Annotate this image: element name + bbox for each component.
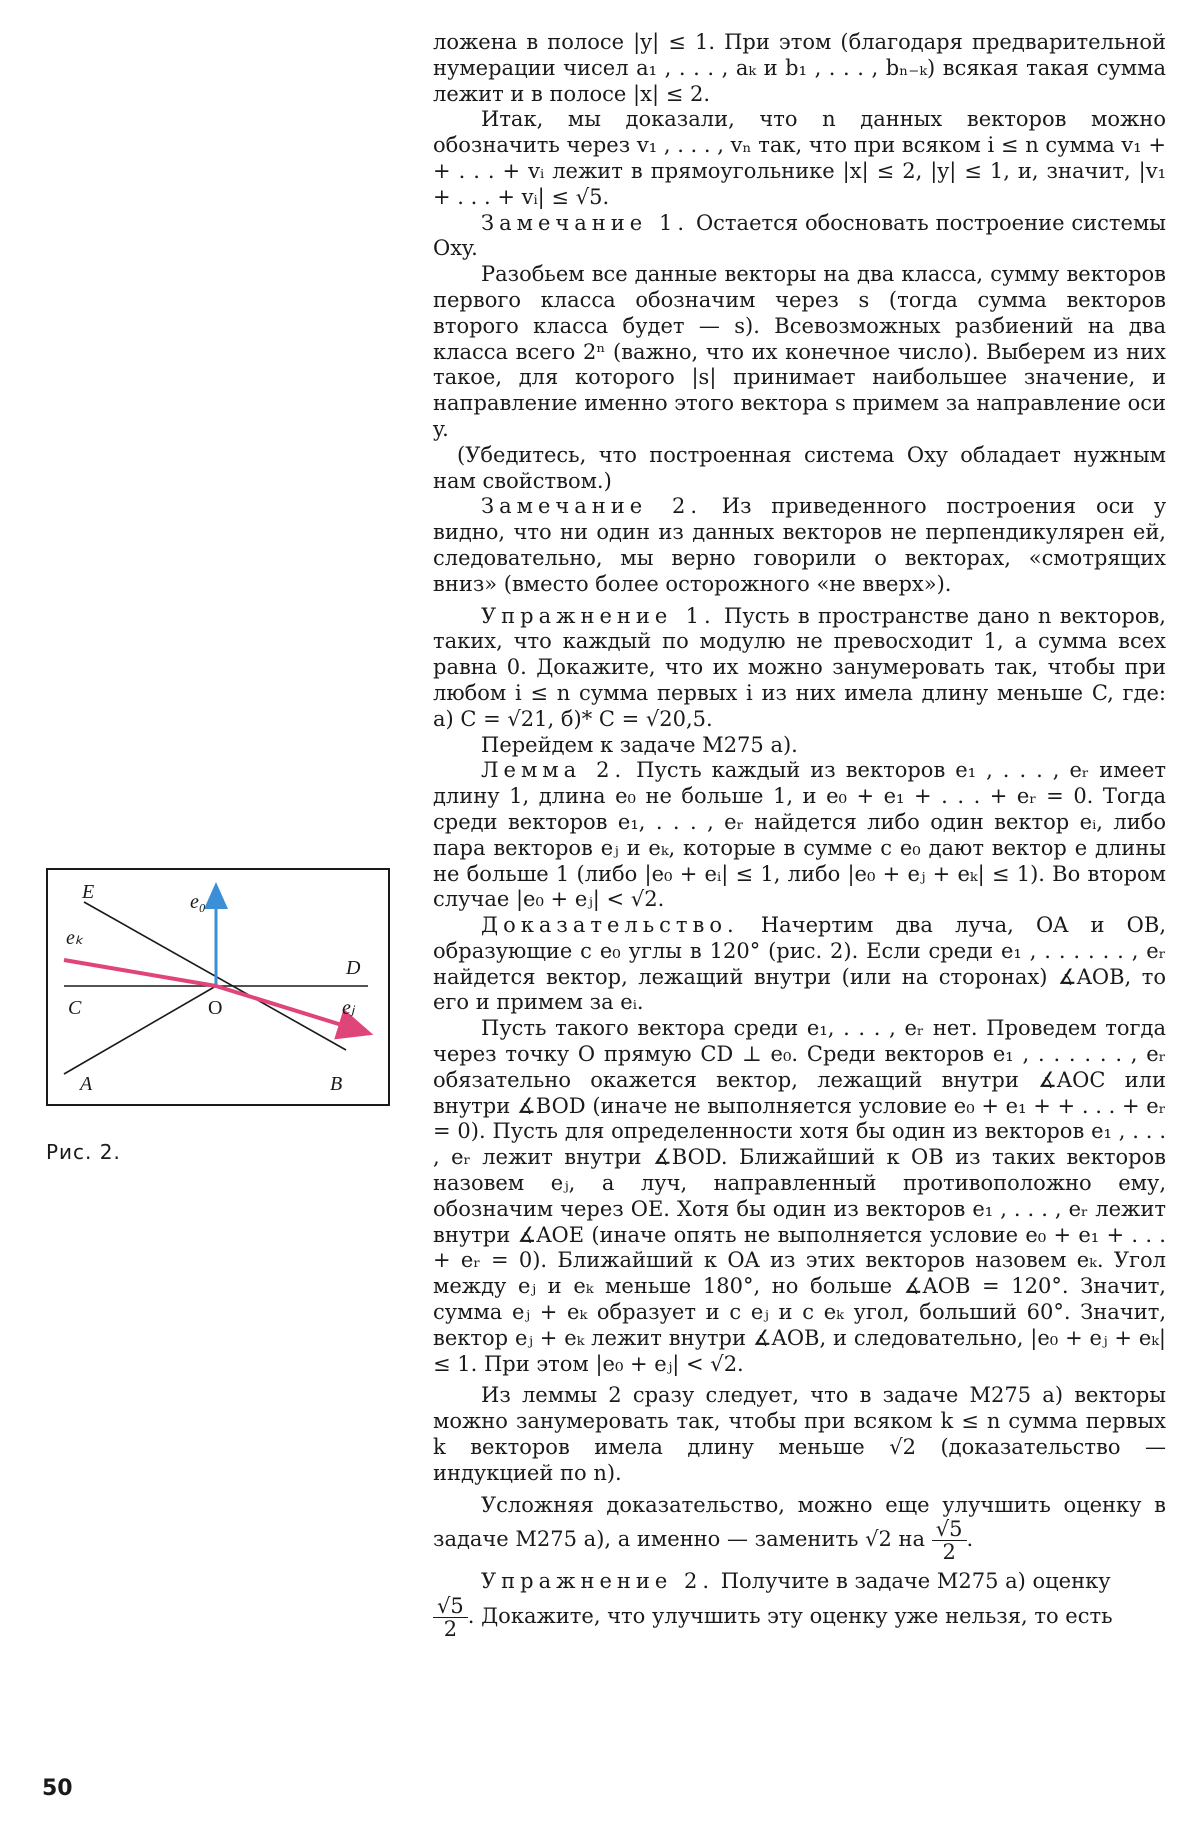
paragraph: [433, 494, 1166, 597]
paragraph-text: Пусть в пространстве дано n векторов, таких, что каждый по модулю не превосходит 1, а сумма всех равна 0. Докажите, что их можно занумеровать так, чтобы при любом i ≤ n сумма первых i из них имела длину меньше C, где: а) C = √21, б)* C = √20,5.: [433, 603, 1166, 731]
fraction-sqrt5-over-2: [932, 1518, 967, 1563]
remark-heading: Замечание 2.: [481, 494, 702, 519]
paragraph: [433, 1569, 1166, 1595]
fraction-denominator: 2: [942, 1540, 956, 1565]
label-B: B: [330, 1073, 343, 1095]
fraction-numerator: √5: [433, 1595, 468, 1618]
paragraph-text: . Докажите, что улучшить эту оценку уже нельзя, то есть: [467, 1604, 1113, 1629]
fraction-sqrt5-over-2: [433, 1595, 468, 1640]
paragraph-text: Пусть каждый из векторов e₁ , . . . , eᵣ имеет длину 1, длина e₀ не больше 1, и e₀ + e₁ + . . . + eᵣ = 0. Тогда среди векторов e₁, . . . , eᵣ найдется либо один вектор eᵢ, либо пара векторов eⱼ и eₖ, которые в сумме с e₀ дают вектор e длины не больше 1 (либо |e₀ + eᵢ| ≤ 1, либо |e₀ + eⱼ + eₖ| ≤ 1). Во втором случае |e₀ + eⱼ| < √2.: [433, 758, 1166, 912]
paragraph-text: Остается обосновать построение системы Oxy.: [433, 210, 1166, 261]
paragraph: [433, 913, 1166, 1016]
fraction-numerator: √5: [932, 1518, 967, 1541]
label-ek: eₖ: [66, 927, 84, 949]
paragraph: [433, 1595, 1166, 1640]
label-e0: e₀: [190, 891, 206, 913]
label-E: E: [82, 881, 95, 903]
paragraph: Перейдем к задаче М275 а).: [481, 732, 798, 757]
paragraph: Пусть такого вектора среди e₁, . . . , eᵣ нет. Проведем тогда через точку O прямую CD ⊥ e₀. Среди векторов e₁ , . . . . . . , eᵣ обязательно окажется вектор, лежащий внутри ∡AOC или внутри ∡BOD (иначе не выполняется условие e₀ + e₁ + + . . . + eᵣ = 0). Пусть для определенности хотя бы один из векторов e₁ , . . . , eᵣ лежит внутри ∡BOD. Ближайший к OB из таких векторов назовем eⱼ, а луч, направленный противоположно ему, обозначим через OE. Хотя бы один из векторов e₁ , . . . , eᵣ лежит внутри ∡AOE (иначе опять не выполняется условие e₀ + e₁ + . . . + eᵣ = 0). Ближайший к OA из этих векторов назовем eₖ. Угол между eⱼ и eₖ меньше 180°, но больше ∡AOB = 120°. Значит, сумма eⱼ + eₖ образует и с eⱼ и с eₖ угол, больший 60°. Значит, вектор eⱼ + eₖ лежит внутри ∡AOB, и следовательно, |e₀ + eⱼ + eₖ| ≤ 1. При этом |e₀ + eⱼ| < √2.: [433, 1016, 1166, 1376]
text-column: [433, 30, 1166, 1640]
remark-heading: Замечание 1.: [481, 210, 690, 235]
paragraph: [433, 1493, 1166, 1564]
lemma-heading: Лемма 2.: [481, 758, 627, 783]
paragraph: [433, 604, 1166, 733]
paragraph: ложена в полосе |y| ≤ 1. При этом (благодаря предварительной нумерации чисел a₁ , . . . , aₖ и b₁ , . . . , bₙ₋ₖ) всякая такая сумма лежит и в полосе |x| ≤ 2.: [433, 30, 1166, 106]
page-number: 50: [42, 1776, 73, 1801]
paragraph: [433, 211, 1166, 263]
paragraph: Итак, мы доказали, что n данных векторов можно обозначить через v₁ , . . . , vₙ так, что при всяком i ≤ n сумма v₁ + + . . . + vᵢ лежит в прямоугольнике |x| ≤ 2, |y| ≤ 1, и, значит, |v₁ + . . . + vᵢ| ≤ √5.: [433, 107, 1166, 209]
figure-2-diagram: [46, 868, 390, 1106]
label-ej: eⱼ: [342, 997, 355, 1019]
punctuation: .: [966, 1527, 974, 1552]
paragraph-text: Усложняя доказательство, можно еще улучшить оценку в задаче М275 а), а именно — заменить √2 на: [433, 1492, 1166, 1552]
paragraph: Из леммы 2 сразу следует, что в задаче М275 а) векторы можно занумеровать так, чтобы при всяком k ≤ n сумма первых k векторов имела длину меньше √2 (доказательство — индукцией по n).: [433, 1383, 1166, 1485]
paragraph-text: Из приведенного построения оси y видно, что ни один из данных векторов не перпендикулярен ей, следовательно, мы верно говорили о векторах, «смотрящих вниз» (вместо более осторожного «не вверх»).: [433, 494, 1166, 596]
fraction-denominator: 2: [443, 1617, 458, 1642]
exercise-heading: Упражнение 1.: [481, 603, 716, 628]
figure-caption: Рис. 2.: [46, 1140, 121, 1164]
label-C: C: [68, 997, 82, 1019]
label-O: O: [208, 997, 223, 1019]
paragraph-text: Получите в задаче М275 а) оценку: [714, 1569, 1111, 1594]
label-A: A: [80, 1073, 93, 1095]
paragraph: (Убедитесь, что построенная система Oxy обладает нужным нам свойством.): [433, 442, 1166, 493]
exercise-heading: Упражнение 2.: [481, 1569, 715, 1594]
paragraph: Разобьем все данные векторы на два класса, сумму векторов первого класса обозначим через s (тогда сумма векторов второго класса будет — s). Всевозможных разбиений на два класса всего 2ⁿ (важно, что их конечное число). Выберем из них такое, для которого |s| принимает наибольшее значение, и направление именно этого вектора s примем за направление оси y.: [433, 262, 1166, 441]
paragraph: [433, 758, 1166, 913]
paragraph-text: Начертим два луча, OA и OB, образующие с e₀ углы в 120° (рис. 2). Если среди e₁ , . . . . . . , eᵣ найдется вектор, лежащий внутри (или на сторонах) ∡AOB, то его и примем за eᵢ.: [433, 913, 1166, 1015]
label-D: D: [346, 957, 361, 979]
proof-heading: Доказательство.: [481, 913, 739, 938]
